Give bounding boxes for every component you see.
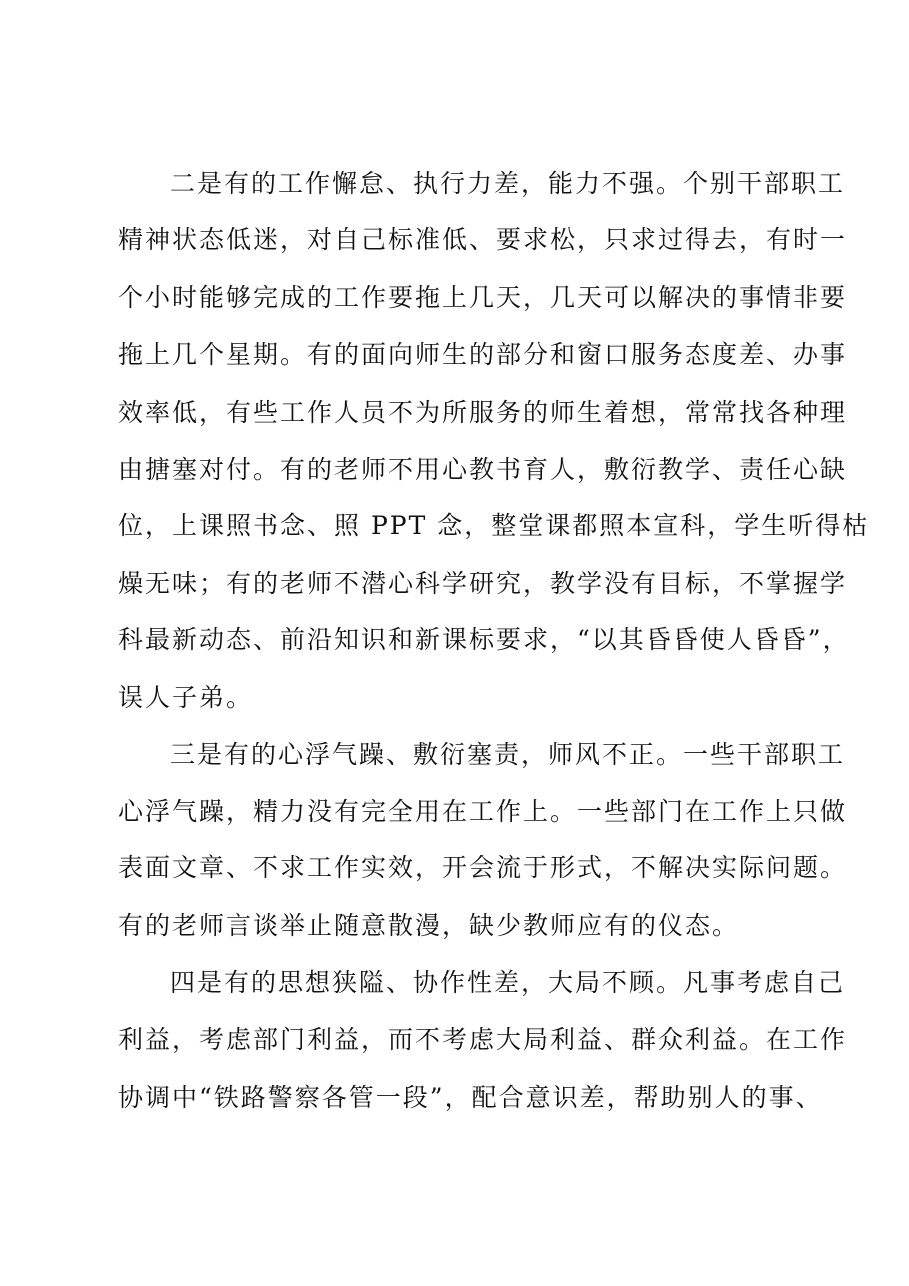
paragraph-2-line-5: 效率低，有些工作人员不为所服务的师生着想，常常找各种理 bbox=[118, 398, 848, 427]
paragraph-3-line-4: 有的老师言谈举止随意散漫，缺少教师应有的仪态。 bbox=[118, 911, 740, 940]
paragraph-4-line-2: 利益，考虑部门利益，而不考虑大局利益、群众利益。在工作 bbox=[118, 1025, 848, 1054]
paragraph-3-line-3: 表面文章、不求工作实效，开会流于形式，不解决实际问题。 bbox=[118, 853, 848, 882]
paragraph-2-line-1: 二是有的工作懈怠、执行力差，能力不强。个别干部职工 bbox=[170, 169, 846, 198]
paragraph-4-line-1: 四是有的思想狭隘、协作性差，大局不顾。凡事考虑自己 bbox=[170, 968, 846, 997]
paragraph-2-line-4: 拖上几个星期。有的面向师生的部分和窗口服务态度差、办事 bbox=[118, 340, 848, 369]
paragraph-4-line-3: 协调中“铁路警察各管一段”，配合意识差，帮助别人的事、 bbox=[118, 1083, 823, 1112]
paragraph-2-line-9: 科最新动态、前沿知识和新课标要求，“以其昏昏使人昏昏”， bbox=[118, 625, 850, 654]
paragraph-2-line-2: 精神状态低迷，对自己标准低、要求松，只求过得去，有时一 bbox=[118, 225, 848, 254]
paragraph-2-line-7: 位，上课照书念、照 PPT 念，整堂课都照本宣科，学生听得枯 bbox=[118, 511, 870, 540]
paragraph-2-line-8: 燥无味；有的老师不潜心科学研究，教学没有目标，不掌握学 bbox=[118, 569, 848, 598]
paragraph-3-line-2: 心浮气躁，精力没有完全用在工作上。一些部门在工作上只做 bbox=[118, 797, 848, 826]
paragraph-2-line-6: 由搪塞对付。有的老师不用心教书育人，敷衍教学、责任心缺 bbox=[118, 455, 848, 484]
paragraph-2-line-3: 个小时能够完成的工作要拖上几天，几天可以解决的事情非要 bbox=[118, 283, 848, 312]
paragraph-2-line-10: 误人子弟。 bbox=[118, 683, 254, 712]
paragraph-3-line-1: 三是有的心浮气躁、敷衍塞责，师风不正。一些干部职工 bbox=[170, 740, 846, 769]
